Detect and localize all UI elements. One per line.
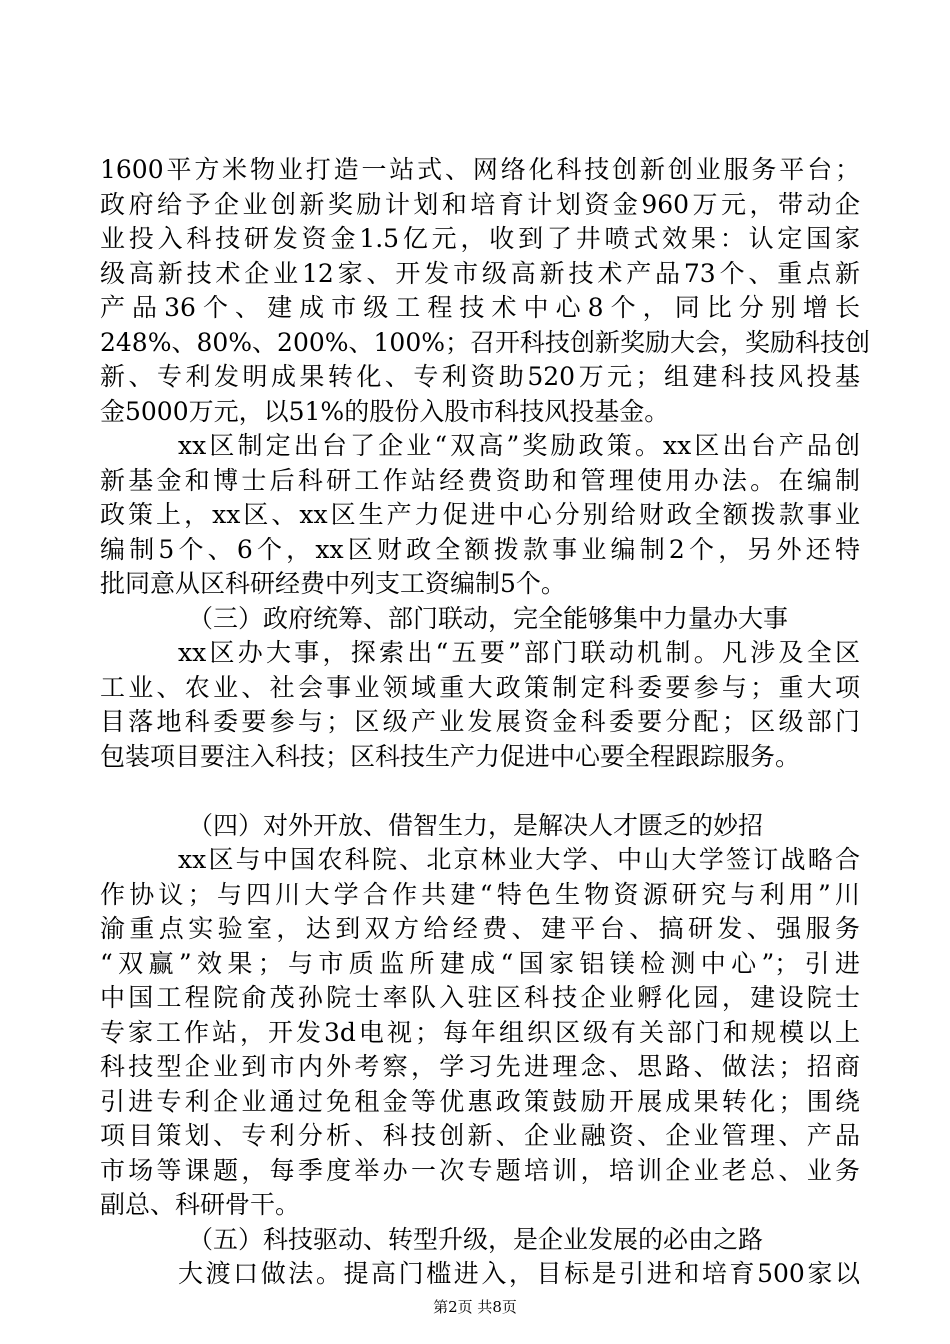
paragraph-first-line: xx区与中国农科院、北京林业大学、中山大学签订战略合 [178, 845, 860, 874]
text-line: 业投入科技研发资金1.5亿元，收到了井喷式效果：认定国家 [100, 224, 860, 253]
text-line: 产品36个、建成市级工程技术中心8个，同比分别增长 [100, 293, 860, 322]
text-line: 新基金和博士后科研工作站经费资助和管理使用办法。在编制 [100, 465, 860, 495]
text-line: 政策上，xx区、xx区生产力促进中心分别给财政全额拨款事业 [100, 500, 860, 529]
text-line: 批同意从区科研经费中列支工资编制5个。 [100, 569, 566, 598]
text-line: 政府给予企业创新奖励计划和培育计划资金960万元，带动企 [100, 189, 860, 219]
text-line: 项目策划、专利分析、科技创新、企业融资、企业管理、产品 [100, 1121, 860, 1150]
text-line: 包装项目要注入科技；区科技生产力促进中心要全程跟踪服务。 [100, 741, 801, 771]
text-line: 作协议；与四川大学合作共建“特色生物资源研究与利用”川 [100, 879, 860, 909]
text-line: 专家工作站，开发3d电视；每年组织区级有关部门和规模以上 [100, 1017, 860, 1047]
text-line: 渝重点实验室，达到双方给经费、建平台、搞研发、强服务 [100, 914, 860, 943]
paragraph-first-line: 大渡口做法。提高门槛进入，目标是引进和培育500家以 [178, 1259, 860, 1288]
text-line: 目落地科委要参与；区级产业发展资金科委要分配；区级部门 [100, 707, 860, 736]
page-footer: 第2页 共8页 [433, 1298, 517, 1316]
text-line: 科技型企业到市内外考察，学习先进理念、思路、做法；招商 [100, 1052, 860, 1081]
text-line: 新、专利发明成果转化、专利资助520万元；组建科技风投基 [100, 362, 860, 391]
section-heading-5: （五）科技驱动、转型升级，是企业发展的必由之路 [188, 1224, 764, 1254]
text-line: 市场等课题，每季度举办一次专题培训，培训企业老总、业务 [100, 1155, 860, 1185]
body-text [100, 153, 870, 1292]
text-line: 中国工程院俞茂孙院士率队入驻区科技企业孵化园，建设院士 [100, 983, 860, 1012]
text-line: 1600平方米物业打造一站式、网络化科技创新创业服务平台； [100, 155, 860, 184]
blank-line [100, 774, 860, 809]
text-line: 248%、80%、200%、100%；召开科技创新奖励大会，奖励科技创 [100, 327, 870, 357]
paragraph-first-line: xx区办大事，探索出“五要”部门联动机制。凡涉及全区 [178, 638, 860, 667]
text-line: 引进专利企业通过免租金等优惠政策鼓励开展成果转化；围绕 [100, 1086, 860, 1116]
paragraph-first-line: xx区制定出台了企业“双高”奖励政策。xx区出台产品创 [178, 431, 860, 460]
text-line: 副总、科研骨干。 [100, 1190, 301, 1219]
text-line: “双赢”效果；与市质监所建成“国家铝镁检测中心”；引进 [100, 948, 860, 978]
text-line: 编制5个、6个，xx区财政全额拨款事业编制2个，另外还特 [100, 534, 860, 564]
section-heading-3: （三）政府统筹、部门联动，完全能够集中力量办大事 [188, 603, 789, 633]
text-line: 工业、农业、社会事业领域重大政策制定科委要参与；重大项 [100, 672, 860, 702]
text-line: 金5000万元，以51%的股份入股市科技风投基金。 [100, 396, 670, 426]
section-heading-4: （四）对外开放、借智生力，是解决人才匮乏的妙招 [188, 810, 764, 840]
text-line: 级高新技术企业12家、开发市级高新技术产品73个、重点新 [100, 258, 860, 288]
